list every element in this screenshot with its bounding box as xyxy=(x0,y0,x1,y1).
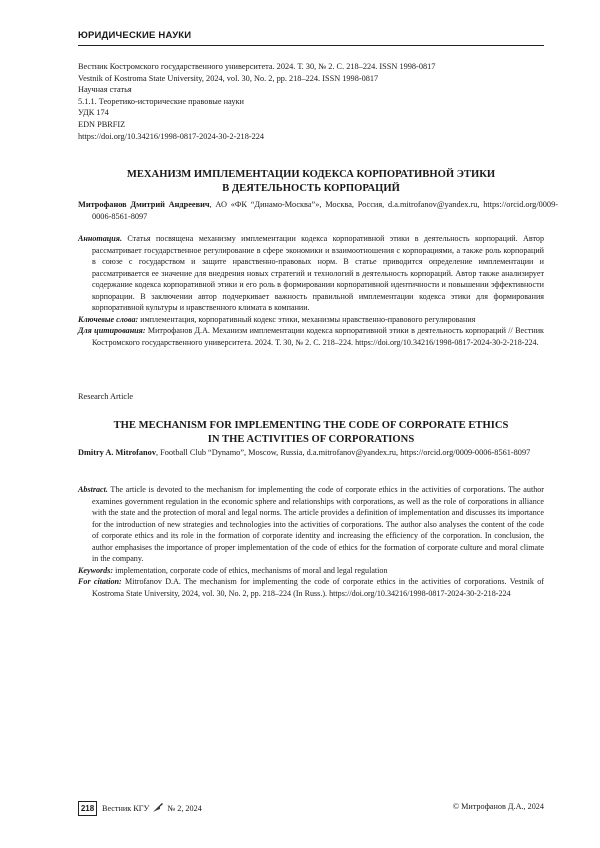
author-en-name: Dmitry A. Mitrofanov xyxy=(78,448,156,457)
abstract-block-en xyxy=(78,484,544,599)
abstract-ru-label: Аннотация. xyxy=(78,234,122,243)
citation-ru xyxy=(78,325,544,348)
keywords-en-text: implementation, corporate code of ethics, mechanisms of moral and legal regulation xyxy=(113,565,388,575)
abstract-ru-text: Статья посвящена механизму имплементации кодекса корпоративной этики в деятельность корпораций. Автор рассматривает государственное регулирование в сфере экономики и взаимоотношения с корпорациями, а также роль корпораций в союзе с государством и защите нравственно-правовых норм. В статье приводится определение имплементации и рассматривается ее значение для внедрения новых стратегий и технологий в деятельность корпораций. Автор также анализирует содержание кодекса корпоративной этики и его роль в формировании корпоративной идентичности и повышении эффективности корпорации. В заключении автор подчеркивает важность правильной имплементации кодекса этики для формирования корпоративной культуры и нравственного климата в компании. xyxy=(92,234,544,313)
citation-en xyxy=(78,576,544,599)
footer-journal xyxy=(102,802,202,813)
author-ru-name: Митрофанов Дмитрий Андреевич xyxy=(78,200,210,209)
title-en xyxy=(78,419,544,446)
page-footer xyxy=(78,801,544,815)
keywords-en-label: Keywords: xyxy=(78,565,114,575)
page-number: 218 xyxy=(78,801,97,816)
article-type-en: Research Article xyxy=(78,392,134,401)
abstract-en-text: The article is devoted to the mechanism for implementing the code of corporate ethics in the activities of corporations. The author examines government regulation in the economic sphere and relationships with corporations, as well as the role of corporations in alliance with the state and the protection of moral and legal norms. The article provides a definition of implementation and discusses its importance for the introduction of new strategies and technologies into the activities of corporations. The author also analyses the content of the code of corporate ethics and its role in the formation of corporate identity and increasing the efficiency of the corporation. In conclusion, the author emphasises the importance of proper implementation of the code of ethics for the formation of corporate culture and moral climate in the company. xyxy=(92,485,544,564)
section-header: ЮРИДИЧЕСКИЕ НАУКИ xyxy=(78,30,192,41)
author-en-affiliation: , Football Club “Dynamo”, Moscow, Russia, d.a.mitrofanov@yandex.ru, https://orcid.org/0009-0006-8561-8097 xyxy=(155,448,531,457)
citation-en-text: Mitrofanov D.A. The mechanism for implementing the code of corporate ethics in the activities of corporations. Vestnik of Kostroma State University, 2024, vol. 30, No. 2, pp. 218–224 (In Russ.). https://doi.org/10.34216/1998-0817-2024-30-2-218-224 xyxy=(92,577,545,598)
keywords-ru-label: Ключевые слова: xyxy=(78,314,139,324)
keywords-ru xyxy=(78,314,544,326)
abstract-en xyxy=(78,484,544,565)
title-en-line-2: IN THE ACTIVITIES OF CORPORATIONS xyxy=(207,433,415,445)
edn-code: EDN PBRFIZ xyxy=(78,119,126,129)
author-en xyxy=(78,447,558,459)
doi-link[interactable]: https://doi.org/10.34216/1998-0817-2024-30-2-218-224 xyxy=(78,131,265,141)
title-ru xyxy=(78,168,544,195)
quill-icon xyxy=(152,802,164,813)
title-ru-line-1: МЕХАНИЗМ ИМПЛЕМЕНТАЦИИ КОДЕКСА КОРПОРАТИВНОЙ ЭТИКИ xyxy=(126,169,496,180)
citation-ru-line: Вестник Костромского государственного университета. 2024. Т. 30, № 2. С. 218–224. ISSN 1998-0817 xyxy=(78,62,436,71)
keywords-ru-text: имплементация, корпоративный кодекс этики, механизмы нравственно-правового регулирования xyxy=(138,314,476,324)
citation-ru-label: Для цитирования: xyxy=(78,326,146,336)
header-rule xyxy=(78,45,544,46)
footer-journal-name: Вестник КГУ xyxy=(102,804,150,813)
author-ru xyxy=(78,199,558,223)
abstract-en-label: Abstract. xyxy=(78,485,108,494)
citation-ru-text: Митрофанов Д.А. Механизм имплементации кодекса корпоративной этики в деятельность корпораций // Вестник Костромского государственного университета. 2024. Т. 30, № 2. С. 218–224. https://doi.org/10.34216/1998-0817-2024-30-2-218-224. xyxy=(92,326,544,347)
citation-en-label: For citation: xyxy=(78,577,122,587)
specialty-code: 5.1.1. Теоретико-исторические правовые науки xyxy=(78,96,244,106)
udk-code: УДК 174 xyxy=(78,108,109,118)
author-ru-affiliation: , АО «ФК “Динамо-Москва”», Москва, Россия, d.a.mitrofanov@yandex.ru, https://orcid.org/0009-0006-8561-8097 xyxy=(92,200,558,221)
article-meta xyxy=(78,61,544,142)
title-ru-line-2: В ДЕЯТЕЛЬНОСТЬ КОРПОРАЦИЙ xyxy=(222,182,400,194)
article-type-ru: Научная статья xyxy=(78,85,132,95)
keywords-en xyxy=(78,565,544,577)
citation-en-line: Vestnik of Kostroma State University, 2024, vol. 30, No. 2, pp. 218–224. ISSN 1998-0817 xyxy=(78,73,379,83)
title-en-line-1: THE MECHANISM FOR IMPLEMENTING THE CODE OF CORPORATE ETHICS xyxy=(113,420,509,431)
abstract-block-ru xyxy=(78,233,544,348)
abstract-ru xyxy=(78,233,544,314)
copyright-notice: © Митрофанов Д.А., 2024 xyxy=(452,802,544,811)
footer-issue: № 2, 2024 xyxy=(167,804,202,813)
